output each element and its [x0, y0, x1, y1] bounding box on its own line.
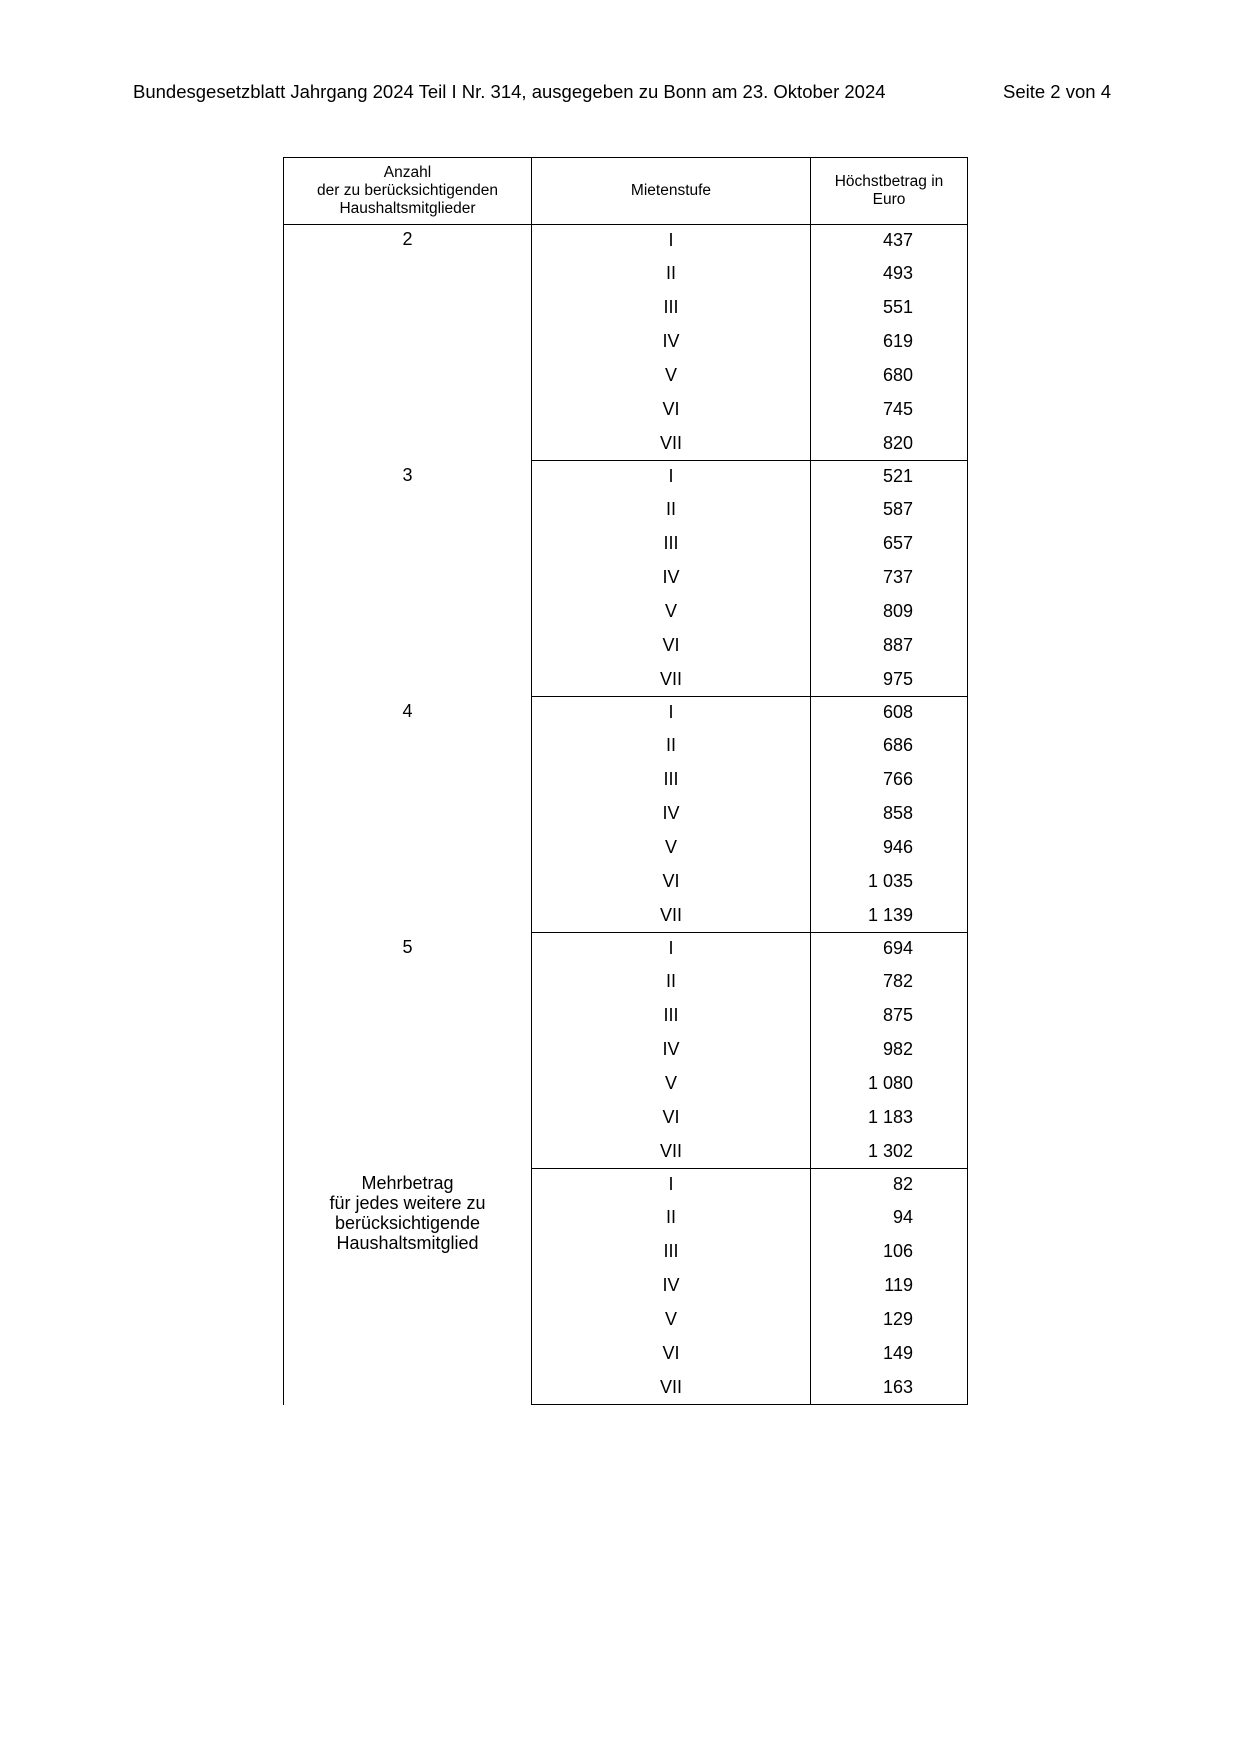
- rent-level-cell: V: [532, 358, 811, 392]
- household-group: [284, 697, 968, 933]
- household-count-line: 4: [402, 700, 413, 721]
- rent-level-cell: VII: [532, 898, 811, 933]
- rent-level-cell: VII: [532, 426, 811, 461]
- rent-level-cell: I: [532, 697, 811, 729]
- table-header: [284, 158, 968, 225]
- rent-level-cell: II: [532, 492, 811, 526]
- max-amount-cell: 493: [811, 256, 968, 290]
- table-row: [284, 1169, 968, 1201]
- household-group: [284, 1169, 968, 1405]
- max-amount-cell: 587: [811, 492, 968, 526]
- table-row: [284, 461, 968, 493]
- rent-level-cell: IV: [532, 560, 811, 594]
- max-amount-cell: 975: [811, 662, 968, 697]
- max-amount-cell: 1 139: [811, 898, 968, 933]
- rent-level-cell: V: [532, 830, 811, 864]
- max-amount-cell: 1 183: [811, 1100, 968, 1134]
- max-amount-cell: 809: [811, 594, 968, 628]
- max-amount-cell: 437: [811, 225, 968, 257]
- max-amount-cell: 1 080: [811, 1066, 968, 1100]
- max-amount-cell: 686: [811, 728, 968, 762]
- rent-level-cell: I: [532, 1169, 811, 1201]
- header-line: Euro: [872, 191, 906, 208]
- column-header-household-members: [284, 158, 532, 225]
- column-header-max-amount: [811, 158, 968, 225]
- max-amount-cell: 608: [811, 697, 968, 729]
- max-amount-cell: 982: [811, 1032, 968, 1066]
- max-amount-cell: 106: [811, 1234, 968, 1268]
- max-amount-cell: 1 035: [811, 864, 968, 898]
- max-amount-cell: 94: [811, 1200, 968, 1234]
- max-amount-cell: 694: [811, 933, 968, 965]
- max-amount-cell: 521: [811, 461, 968, 493]
- rent-level-cell: II: [532, 256, 811, 290]
- max-amount-cell: 1 302: [811, 1134, 968, 1169]
- rent-level-cell: VI: [532, 864, 811, 898]
- table-row: [284, 697, 968, 729]
- household-count-line: Haushaltsmitglied: [336, 1232, 479, 1253]
- household-count-cell: [284, 225, 532, 461]
- rent-level-cell: III: [532, 526, 811, 560]
- rent-level-cell: VII: [532, 1370, 811, 1405]
- household-count-line: 2: [402, 229, 413, 249]
- household-count-cell: [284, 1169, 532, 1405]
- rent-level-cell: III: [532, 998, 811, 1032]
- max-amount-cell: 149: [811, 1336, 968, 1370]
- rent-level-cell: V: [532, 1302, 811, 1336]
- rent-level-cell: III: [532, 762, 811, 796]
- rent-level-cell: IV: [532, 324, 811, 358]
- header-line: der zu berücksichtigenden: [317, 182, 498, 199]
- running-head: [0, 0, 1241, 120]
- rent-level-cell: II: [532, 728, 811, 762]
- household-count-line: Mehrbetrag: [361, 1172, 454, 1193]
- rent-level-cell: VI: [532, 628, 811, 662]
- household-count-line: 3: [402, 464, 413, 485]
- max-amount-cell: 737: [811, 560, 968, 594]
- household-count-line: für jedes weitere zu: [329, 1192, 486, 1213]
- max-amount-cell: 129: [811, 1302, 968, 1336]
- publication-line: Bundesgesetzblatt Jahrgang 2024 Teil I Nr. 314, ausgegeben zu Bonn am 23. Oktober 2024: [133, 81, 886, 102]
- max-amount-cell: 946: [811, 830, 968, 864]
- max-amount-cell: 680: [811, 358, 968, 392]
- rent-level-cell: I: [532, 933, 811, 965]
- rent-ceiling-table: [283, 157, 968, 1405]
- max-amount-cell: 858: [811, 796, 968, 830]
- max-amount-cell: 745: [811, 392, 968, 426]
- rent-level-cell: VII: [532, 1134, 811, 1169]
- rent-level-cell: IV: [532, 796, 811, 830]
- rent-level-cell: I: [532, 461, 811, 493]
- rent-level-cell: III: [532, 1234, 811, 1268]
- household-group: [284, 225, 968, 461]
- rent-level-cell: VII: [532, 662, 811, 697]
- rent-level-cell: V: [532, 594, 811, 628]
- table-row: [284, 933, 968, 965]
- max-amount-cell: 163: [811, 1370, 968, 1405]
- rent-level-cell: IV: [532, 1268, 811, 1302]
- household-group: [284, 933, 968, 1169]
- rent-level-cell: I: [532, 225, 811, 257]
- header-line: Höchstbetrag in: [834, 173, 944, 190]
- household-count-line: 5: [402, 936, 413, 957]
- rent-level-cell: VI: [532, 1100, 811, 1134]
- household-count-cell: [284, 697, 532, 933]
- max-amount-cell: 551: [811, 290, 968, 324]
- column-header-rent-level: Mietenstufe: [532, 158, 811, 225]
- max-amount-cell: 766: [811, 762, 968, 796]
- rent-level-cell: II: [532, 1200, 811, 1234]
- rent-level-cell: V: [532, 1066, 811, 1100]
- table-row: [284, 225, 968, 257]
- household-count-cell: [284, 461, 532, 697]
- household-group: [284, 461, 968, 697]
- household-count-cell: [284, 933, 532, 1169]
- header-line: Haushaltsmitglieder: [339, 200, 476, 217]
- rent-level-cell: III: [532, 290, 811, 324]
- max-amount-cell: 119: [811, 1268, 968, 1302]
- max-amount-cell: 782: [811, 964, 968, 998]
- rent-level-cell: VI: [532, 392, 811, 426]
- max-amount-cell: 82: [811, 1169, 968, 1201]
- header-line: Anzahl: [383, 164, 432, 181]
- rent-level-cell: II: [532, 964, 811, 998]
- max-amount-cell: 657: [811, 526, 968, 560]
- max-amount-cell: 619: [811, 324, 968, 358]
- max-amount-cell: 875: [811, 998, 968, 1032]
- page-number: Seite 2 von 4: [1003, 81, 1111, 102]
- max-amount-cell: 887: [811, 628, 968, 662]
- rent-level-cell: IV: [532, 1032, 811, 1066]
- household-count-line: berücksichtigende: [334, 1212, 481, 1233]
- max-amount-cell: 820: [811, 426, 968, 461]
- rent-level-cell: VI: [532, 1336, 811, 1370]
